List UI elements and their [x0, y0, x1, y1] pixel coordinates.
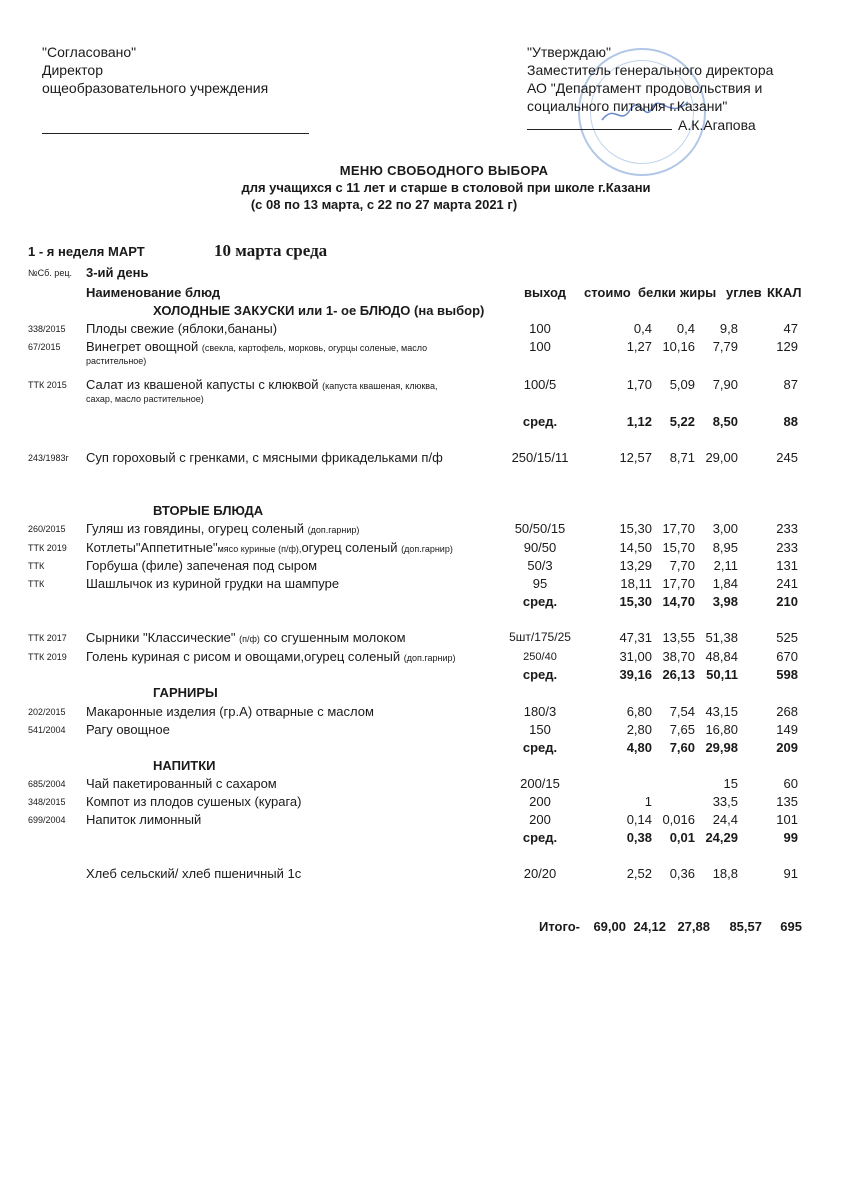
- dish-name-wrap: [86, 649, 456, 664]
- protein-value: 1,12: [626, 414, 652, 429]
- column-header-cost: стоимо: [584, 285, 631, 300]
- dish-ingredients: мясо куриные (п/ф),: [217, 544, 302, 554]
- table-row: [0, 630, 848, 648]
- column-header-protein: белки: [638, 285, 677, 300]
- table-row: [0, 704, 848, 722]
- fat-value: 38,70: [662, 649, 695, 664]
- average-label: сред.: [522, 830, 558, 845]
- fat-value: 0,01: [669, 830, 695, 845]
- carbs-value: 29,98: [705, 740, 738, 755]
- dish-note: (п/ф): [239, 634, 260, 644]
- carbs-value: 48,84: [705, 649, 738, 664]
- average-label: сред.: [522, 414, 558, 429]
- approval-left-position: Директор: [42, 62, 103, 78]
- fat-value: 0,36: [669, 866, 695, 881]
- table-row: [0, 558, 848, 576]
- dish-ingredients: (капуста квашеная, клюква,: [322, 381, 438, 391]
- dish-name: Суп гороховый с гренками, с мясными фрикадельками п/ф: [86, 450, 443, 465]
- carbs-value: 29,00: [705, 450, 738, 465]
- dish-name: Винегрет овощной: [86, 339, 199, 354]
- dish-name: Голень куриная с рисом и овощами,огурец соленый: [86, 649, 401, 664]
- menu-period: (с 08 по 13 марта, с 22 по 27 марта 2021 г): [250, 197, 518, 212]
- dish-name: Рагу овощное: [86, 722, 170, 737]
- dish-output: 95: [532, 576, 548, 591]
- carbs-value: 7,79: [712, 339, 738, 354]
- dish-name: Макаронные изделия (гр.А) отварные с маслом: [86, 704, 374, 719]
- fat-value: 8,71: [669, 450, 695, 465]
- kcal-value: 209: [776, 740, 798, 755]
- dish-output: 250/40: [523, 651, 557, 663]
- protein-value: 0,14: [626, 812, 652, 827]
- dish-name-wrap: [86, 521, 359, 536]
- protein-value: 1,70: [626, 377, 652, 392]
- recipe-code: 202/2015: [28, 707, 66, 717]
- week-label: 1 - я неделя МАРТ: [28, 244, 145, 259]
- dish-output: 150: [529, 722, 551, 737]
- dish-output: 90/50: [523, 540, 557, 555]
- kcal-value: 99: [783, 830, 798, 845]
- signer-name: А.К.Агапова: [678, 117, 756, 133]
- kcal-value: 47: [783, 321, 798, 336]
- dish-note: (доп.гарнир): [307, 525, 360, 535]
- table-row: [0, 649, 848, 667]
- signature-line-right: [527, 129, 672, 130]
- dish-name-continued: огурец соленый: [301, 540, 398, 555]
- carbs-value: 3,98: [712, 594, 738, 609]
- protein-value: 15,30: [619, 521, 652, 536]
- carbs-value: 33,5: [712, 794, 738, 809]
- protein-value: 4,80: [626, 740, 652, 755]
- kcal-value: 101: [776, 812, 798, 827]
- table-row: [0, 576, 848, 594]
- carbs-value: 43,15: [705, 704, 738, 719]
- dish-name: Шашлычок из куриной грудки на шампуре: [86, 576, 340, 591]
- average-row: [0, 830, 848, 848]
- recipe-code: ТТК 2015: [28, 380, 67, 390]
- dish-note: (доп.гарнир): [403, 653, 456, 663]
- dish-name-wrap: [86, 630, 406, 645]
- section-cold-appetizers: ХОЛОДНЫЕ ЗАКУСКИ или 1- ое БЛЮДО (на выбор): [153, 303, 485, 318]
- recipe-code: ТТК 2017: [28, 633, 67, 643]
- recipe-number-label: №Сб. рец.: [28, 268, 72, 278]
- table-row: [0, 794, 848, 812]
- dish-name: Плоды свежие (яблоки,бананы): [86, 321, 278, 336]
- protein-value: 31,00: [619, 649, 652, 664]
- table-row: [0, 722, 848, 740]
- kcal-value: 60: [783, 776, 798, 791]
- table-row: [0, 812, 848, 830]
- carbs-value: 24,4: [712, 812, 738, 827]
- protein-value: 0,38: [626, 830, 652, 845]
- carbs-value: 24,29: [705, 830, 738, 845]
- recipe-code: ТТК 2019: [28, 543, 67, 553]
- fat-value: 5,22: [669, 414, 695, 429]
- kcal-value: 241: [776, 576, 798, 591]
- protein-value: 18,11: [620, 576, 652, 591]
- dish-name-wrap: [86, 339, 427, 354]
- table-row: [0, 521, 848, 539]
- section-garnishes: ГАРНИРЫ: [153, 685, 218, 700]
- approval-right-heading: "Утверждаю": [527, 44, 611, 60]
- average-label: сред.: [522, 740, 558, 755]
- carbs-value: 15: [723, 776, 738, 791]
- protein-value: 12,57: [619, 450, 652, 465]
- carbs-value: 7,90: [712, 377, 738, 392]
- carbs-value: 1,84: [712, 576, 738, 591]
- dish-name: Котлеты"Аппетитные": [86, 540, 218, 555]
- kcal-value: 245: [776, 450, 798, 465]
- carbs-value: 3,00: [712, 521, 738, 536]
- dish-output: 50/3: [527, 558, 553, 573]
- protein-value: 39,16: [619, 667, 652, 682]
- protein-value: 2,52: [626, 866, 652, 881]
- dish-name-wrap: [86, 377, 437, 392]
- protein-value: 1: [644, 794, 652, 809]
- total-kcal: 695: [780, 919, 802, 934]
- menu-title: МЕНЮ СВОБОДНОГО ВЫБОРА: [339, 163, 549, 178]
- protein-value: 13,29: [619, 558, 652, 573]
- column-header-kcal: ККАЛ: [767, 285, 802, 300]
- dish-ingredients-continued: сахар, масло растительное): [86, 394, 204, 404]
- total-label: Итого-: [539, 919, 580, 934]
- kcal-value: 91: [783, 866, 798, 881]
- approval-right-position: Заместитель генерального директора: [527, 62, 774, 78]
- table-row: [0, 377, 848, 404]
- kcal-value: 233: [776, 540, 798, 555]
- carbs-value: 8,95: [712, 540, 738, 555]
- kcal-value: 525: [776, 630, 798, 645]
- fat-value: 0,016: [662, 812, 695, 827]
- dish-output: 100/5: [523, 377, 557, 392]
- kcal-value: 131: [776, 558, 798, 573]
- dish-name: Чай пакетированный с сахаром: [86, 776, 277, 791]
- dish-name: Напиток лимонный: [86, 812, 202, 827]
- protein-value: 15,30: [619, 594, 652, 609]
- dish-name-continued: со сгушенным молоком: [263, 630, 406, 645]
- dish-name: Горбуша (филе) запеченая под сыром: [86, 558, 318, 573]
- approval-right-organization-2: социального питания г.Казани": [527, 98, 728, 114]
- kcal-value: 129: [776, 339, 798, 354]
- kcal-value: 598: [776, 667, 798, 682]
- approval-left-heading: "Согласовано": [42, 44, 137, 60]
- dish-name: Салат из квашеной капусты с клюквой: [86, 377, 319, 392]
- approval-right-block: [527, 43, 773, 115]
- average-row: [0, 740, 848, 758]
- approval-left-block: [42, 43, 268, 97]
- approval-right-organization-1: АО "Департамент продовольствия и: [527, 80, 763, 96]
- kcal-value: 149: [776, 722, 798, 737]
- fat-value: 14,70: [662, 594, 695, 609]
- dish-output: 200: [529, 812, 551, 827]
- protein-value: 1,27: [626, 339, 652, 354]
- carbs-value: 18,8: [712, 866, 738, 881]
- average-row: [0, 667, 848, 685]
- table-row: [0, 866, 848, 884]
- recipe-code: ТТК: [28, 579, 45, 589]
- recipe-code: 685/2004: [28, 779, 66, 789]
- carbs-value: 51,38: [705, 630, 738, 645]
- kcal-value: 88: [783, 414, 798, 429]
- kcal-value: 670: [776, 649, 798, 664]
- average-row: [0, 594, 848, 612]
- table-row: [0, 450, 848, 468]
- protein-value: 0,4: [633, 321, 652, 336]
- kcal-value: 87: [783, 377, 798, 392]
- table-row: [0, 339, 848, 366]
- fat-value: 17,70: [662, 576, 695, 591]
- column-header-fat: жиры: [680, 285, 717, 300]
- kcal-value: 210: [776, 594, 798, 609]
- dish-output: 180/3: [523, 704, 557, 719]
- average-row: [0, 414, 848, 432]
- signature-line-left: [42, 133, 309, 134]
- column-header-output: выход: [524, 285, 567, 300]
- dish-name: Хлеб сельский/ хлеб пшеничный 1с: [86, 866, 302, 881]
- fat-value: 7,70: [669, 558, 695, 573]
- average-label: сред.: [522, 594, 558, 609]
- recipe-code: 348/2015: [28, 797, 66, 807]
- dish-output: 200/15: [520, 776, 560, 791]
- dish-output: 5шт/175/25: [509, 630, 571, 644]
- protein-value: 47,31: [619, 630, 652, 645]
- recipe-code: ТТК 2019: [28, 652, 67, 662]
- fat-value: 13,55: [662, 630, 695, 645]
- dish-ingredients-continued: растительное): [86, 356, 147, 366]
- dish-output: 50/50/15: [514, 521, 566, 536]
- total-fat: 27,88: [677, 919, 710, 934]
- recipe-code: 541/2004: [28, 725, 66, 735]
- recipe-code: 338/2015: [28, 324, 66, 334]
- dish-name: Гуляш из говядины, огурец соленый: [86, 521, 304, 536]
- total-protein: 24,12: [633, 919, 666, 934]
- section-second-courses: ВТОРЫЕ БЛЮДА: [153, 503, 264, 518]
- table-row: [0, 776, 848, 794]
- fat-value: 10,16: [662, 339, 695, 354]
- recipe-code: 699/2004: [28, 815, 66, 825]
- recipe-code: 260/2015: [28, 524, 66, 534]
- carbs-value: 50,11: [706, 667, 738, 682]
- dish-output: 20/20: [523, 866, 557, 881]
- fat-value: 15,70: [662, 540, 695, 555]
- carbs-value: 8,50: [712, 414, 738, 429]
- dish-name: Сырники "Классические": [86, 630, 236, 645]
- column-header-name: Наименование блюд: [86, 285, 221, 300]
- fat-value: 5,09: [669, 377, 695, 392]
- protein-value: 14,50: [619, 540, 652, 555]
- recipe-code: ТТК: [28, 561, 45, 571]
- recipe-code: 243/1983г: [28, 453, 69, 463]
- kcal-value: 233: [776, 521, 798, 536]
- total-carbs: 85,57: [729, 919, 762, 934]
- day-label: 3-ий день: [86, 265, 149, 280]
- dish-output: 100: [529, 339, 551, 354]
- protein-value: 2,80: [626, 722, 652, 737]
- fat-value: 7,65: [669, 722, 695, 737]
- carbs-value: 16,80: [705, 722, 738, 737]
- dish-output: 250/15/11: [511, 450, 569, 465]
- carbs-value: 9,8: [719, 321, 738, 336]
- dish-name-wrap: [86, 540, 453, 555]
- total-cost: 69,00: [593, 919, 626, 934]
- date-label: 10 марта среда: [214, 241, 328, 260]
- fat-value: 7,54: [669, 704, 695, 719]
- menu-subtitle: для учащихся с 11 лет и старше в столовой при школе г.Казани: [241, 180, 651, 195]
- carbs-value: 2,11: [713, 558, 738, 573]
- table-row: [0, 540, 848, 558]
- table-row: [0, 321, 848, 339]
- total-row: [0, 919, 848, 937]
- fat-value: 7,60: [669, 740, 695, 755]
- dish-name: Компот из плодов сушеных (курага): [86, 794, 302, 809]
- protein-value: 6,80: [626, 704, 652, 719]
- average-label: сред.: [522, 667, 558, 682]
- section-drinks: НАПИТКИ: [153, 758, 216, 773]
- dish-output: 100: [529, 321, 551, 336]
- fat-value: 0,4: [676, 321, 695, 336]
- recipe-code: 67/2015: [28, 342, 61, 352]
- fat-value: 26,13: [662, 667, 695, 682]
- dish-output: 200: [529, 794, 551, 809]
- dish-note: (доп.гарнир): [401, 544, 453, 554]
- column-header-carbs: углев: [726, 285, 762, 300]
- kcal-value: 268: [776, 704, 798, 719]
- kcal-value: 135: [776, 794, 798, 809]
- fat-value: 17,70: [662, 521, 695, 536]
- approval-left-organization: ощеобразовательного учреждения: [42, 80, 269, 96]
- dish-ingredients: (свекла, картофель, морковь, огурцы соленые, масло: [201, 343, 428, 353]
